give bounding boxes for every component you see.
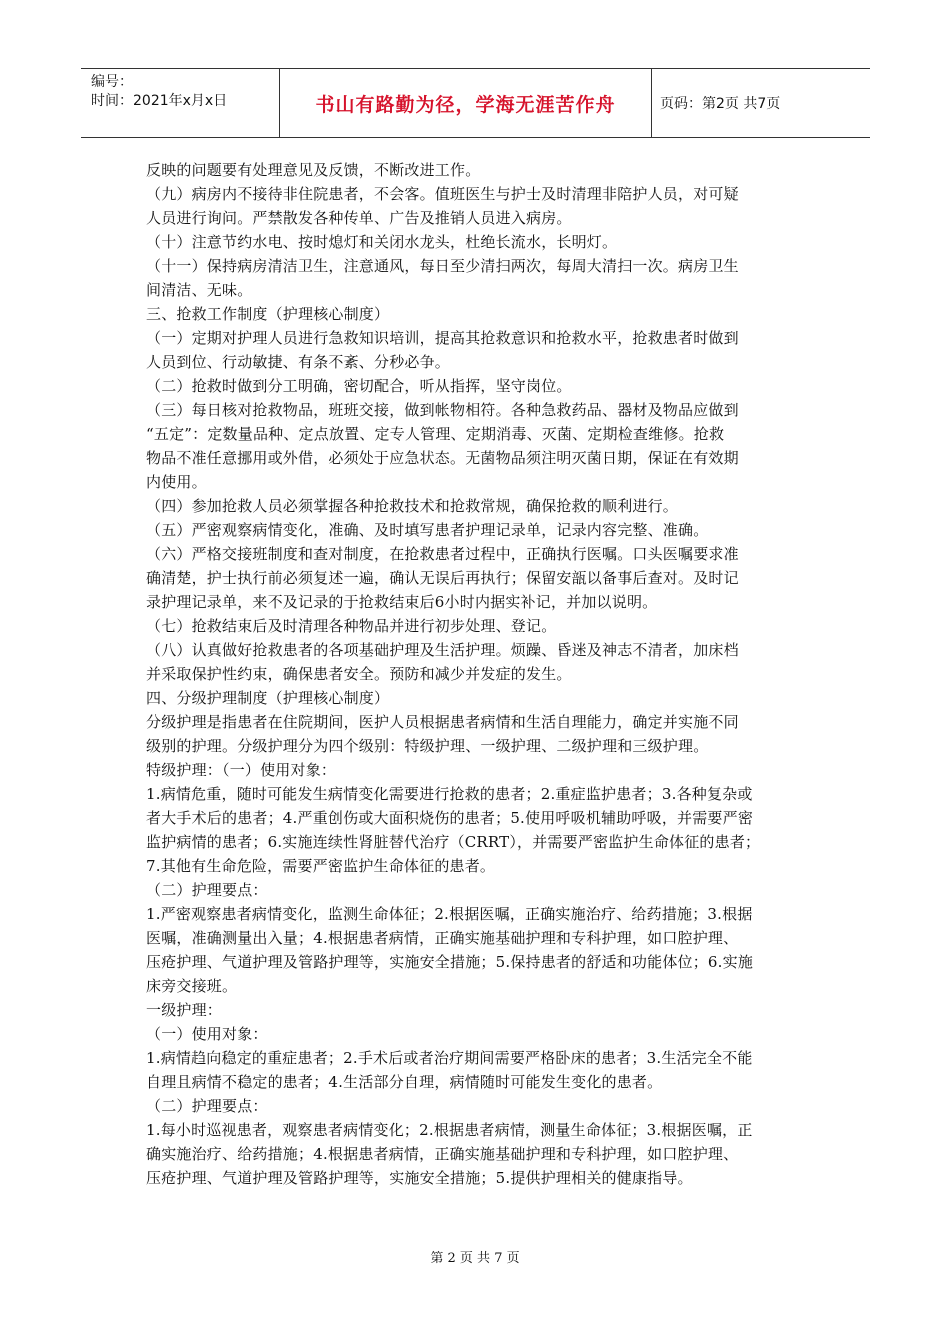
text-line: 物品不准任意挪用或外借，必须处于应急状态。无菌物品须注明灭菌日期，保证在有效期 xyxy=(146,449,739,467)
text-line: （十）注意节约水电、按时熄灯和关闭水龙头，杜绝长流水，长明灯。 xyxy=(146,233,618,251)
text-line: 7.其他有生命危险，需要严密监护生命体征的患者。 xyxy=(146,857,496,875)
text-line: 1.严密观察患者病情变化，监测生命体征；2.根据医嘱，正确实施治疗、给药措施；3.根据 xyxy=(146,905,753,923)
page-header xyxy=(81,68,870,138)
document-number-label: 编号： xyxy=(91,74,133,90)
text-line: 1.病情趋向稳定的重症患者；2.手术后或者治疗期间需要严格卧床的患者；3.生活完全不能 xyxy=(146,1049,753,1067)
text-line: （四）参加抢救人员必须掌握各种抢救技术和抢救常规，确保抢救的顺利进行。 xyxy=(146,497,679,515)
text-line: 一级护理： xyxy=(146,1001,223,1019)
text-line: （六）严格交接班制度和查对制度，在抢救患者过程中，正确执行医嘱。口头医嘱要求准 xyxy=(146,545,739,563)
text-line: 自理且病情不稳定的患者；4.生活部分自理，病情随时可能发生变化的患者。 xyxy=(146,1073,663,1091)
text-line: （一）使用对象： xyxy=(146,1025,268,1043)
text-line: （七）抢救结束后及时清理各种物品并进行初步处理、登记。 xyxy=(146,617,557,635)
text-line: 1.每小时巡视患者，观察患者病情变化；2.根据患者病情，测量生命体征；3.根据医嘱，正 xyxy=(146,1121,753,1139)
text-line: 级别的护理。分级护理分为四个级别：特级护理、一级护理、二级护理和三级护理。 xyxy=(146,737,709,755)
document-body xyxy=(146,158,814,1190)
text-line: 1.病情危重，随时可能发生病情变化需要进行抢救的患者；2.重症监护患者；3.各种复杂或 xyxy=(146,785,753,803)
page-footer: 第 2 页 共 7 页 xyxy=(430,1251,520,1266)
text-line: 间清洁、无味。 xyxy=(146,281,253,299)
text-line: （三）每日核对抢救物品，班班交接，做到帐物相符。各种急救药品、器材及物品应做到 xyxy=(146,401,739,419)
text-line: 并采取保护性约束，确保患者安全。预防和减少并发症的发生。 xyxy=(146,665,572,683)
text-line: 特级护理：（一）使用对象： xyxy=(146,761,337,779)
header-page-info: 页码：第2页 共7页 xyxy=(660,96,781,112)
text-line: 床旁交接班。 xyxy=(146,977,238,995)
text-line: （八）认真做好抢救患者的各项基础护理及生活护理。烦躁、昏迷及神志不清者，加床档 xyxy=(146,641,739,659)
text-line: 医嘱，准确测量出入量；4.根据患者病情，正确实施基础护理和专科护理，如口腔护理、 xyxy=(146,929,739,947)
document-date-label: 时间：2021年x月x日 xyxy=(91,93,228,109)
text-line: （十一）保持病房清洁卫生，注意通风，每日至少清扫两次，每周大清扫一次。病房卫生 xyxy=(146,257,739,275)
text-line: 内使用。 xyxy=(146,473,207,491)
header-meta xyxy=(81,69,280,137)
text-line: （一）定期对护理人员进行急救知识培训，提高其抢救意识和抢救水平，抢救患者时做到 xyxy=(146,329,739,347)
text-line: “五定”：定数量品种、定点放置、定专人管理、定期消毒、灭菌、定期检查维修。抢救 xyxy=(146,425,725,443)
text-line: （五）严密观察病情变化，准确、及时填写患者护理记录单，记录内容完整、准确。 xyxy=(146,521,709,539)
text-line: 压疮护理、气道护理及管路护理等，实施安全措施；5.保持患者的舒适和功能体位；6.实施 xyxy=(146,953,754,971)
text-line: 分级护理是指患者在住院期间，医护人员根据患者病情和生活自理能力，确定并实施不同 xyxy=(146,713,739,731)
text-line: 压疮护理、气道护理及管路护理等，实施安全措施；5.提供护理相关的健康指导。 xyxy=(146,1169,693,1187)
header-motto: 书山有路勤为径，学海无涯苦作舟 xyxy=(280,69,652,137)
text-line: 确清楚，护士执行前必须复述一遍，确认无误后再执行；保留安瓿以备事后查对。及时记 xyxy=(146,569,739,587)
text-line: （二）护理要点： xyxy=(146,1097,268,1115)
text-line: 确实施治疗、给药措施；4.根据患者病情，正确实施基础护理和专科护理，如口腔护理、 xyxy=(146,1145,739,1163)
text-line: 四、分级护理制度（护理核心制度） xyxy=(146,689,390,707)
text-line: 反映的问题要有处理意见及反馈，不断改进工作。 xyxy=(146,161,481,179)
text-line: 者大手术后的患者；4.严重创伤或大面积烧伤的患者；5.使用呼吸机辅助呼吸，并需要严密 xyxy=(146,809,754,827)
text-line: （二）抢救时做到分工明确，密切配合，听从指挥，坚守岗位。 xyxy=(146,377,572,395)
text-line: 监护病情的患者；6.实施连续性肾脏替代治疗（CRRT），并需要严密监护生命体征的患者； xyxy=(146,833,761,851)
text-line: 三、抢救工作制度（护理核心制度） xyxy=(146,305,390,323)
text-line: （二）护理要点： xyxy=(146,881,268,899)
text-line: 人员到位、行动敏捷、有条不紊、分秒必争。 xyxy=(146,353,451,371)
text-line: 录护理记录单，来不及记录的于抢救结束后6小时内据实补记，并加以说明。 xyxy=(146,593,658,611)
text-line: 人员进行询问。严禁散发各种传单、广告及推销人员进入病房。 xyxy=(146,209,572,227)
text-line: （九）病房内不接待非住院患者，不会客。值班医生与护士及时清理非陪护人员，对可疑 xyxy=(146,185,739,203)
